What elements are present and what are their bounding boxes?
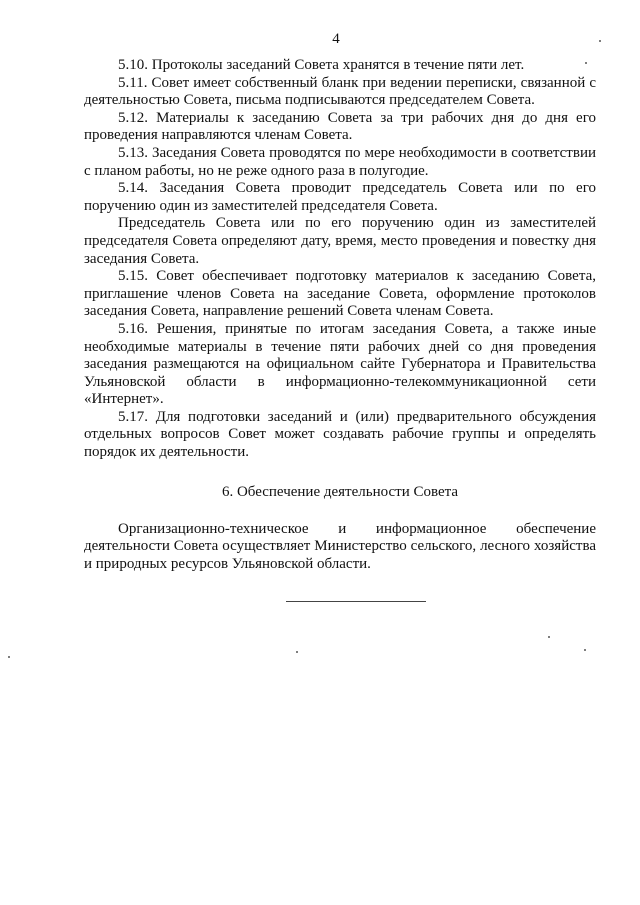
paragraph-5-17: 5.17. Для подготовки заседаний и (или) предварительного обсуждения отдельных вопросов Совет может создавать рабочие группы и определять порядок их деятельности. — [84, 408, 596, 461]
document-body — [84, 57, 596, 573]
paragraph-5-13: 5.13. Заседания Совета проводятся по мере необходимости в соответствии с планом работы, но не реже одного раза в полугодие. — [84, 144, 596, 179]
scan-speck — [296, 651, 298, 653]
paragraph-5-16: 5.16. Решения, принятые по итогам заседания Совета, а также иные необходимые материалы в течение пяти рабочих дней со дня проведения заседания размещаются на официальном сайте Губернатора и Правительства Ульяновской области в информационно-телекоммуникационной сети «Интернет». — [84, 320, 596, 408]
paragraph-5-11: 5.11. Совет имеет собственный бланк при ведении переписки, связанной с деятельностью Совета, письма подписываются председателем Совета. — [84, 74, 596, 109]
page-number: 4 — [332, 31, 340, 47]
paragraph-5-14: 5.14. Заседания Совета проводит председатель Совета или по его поручению один из заместителей председателя Совета. — [84, 180, 596, 214]
scan-speck — [585, 62, 587, 64]
scan-speck — [599, 40, 601, 42]
paragraph-5-12: 5.12. Материалы к заседанию Совета за три рабочих дня до дня его проведения направляются членам Совета. — [84, 109, 596, 144]
section-heading: 6. Обеспечение деятельности Совета — [221, 483, 459, 500]
paragraph-chairman: Председатель Совета или по его поручению один из заместителей председателя Совета определяют дату, время, место проведения и повестку дня заседания Совета. — [84, 215, 596, 267]
paragraph-5-10: 5.10. Протоколы заседаний Совета хранятся в течение пяти лет. — [118, 57, 525, 73]
paragraph-5-15: 5.15. Совет обеспечивает подготовку материалов к заседанию Совета, приглашение членов Совета на заседание Совета, оформление протоколов заседания Совета, направление решений Совета членам Совета. — [84, 268, 596, 320]
paragraph-provision: Организационно-техническое и информационное обеспечение деятельности Совета осуществляет Министерство сельского, лесного хозяйства и природных ресурсов Ульяновской области. — [84, 520, 596, 572]
scan-speck — [8, 656, 10, 658]
closing-rule — [286, 601, 426, 602]
scan-speck — [584, 649, 586, 651]
scan-speck — [548, 636, 550, 638]
